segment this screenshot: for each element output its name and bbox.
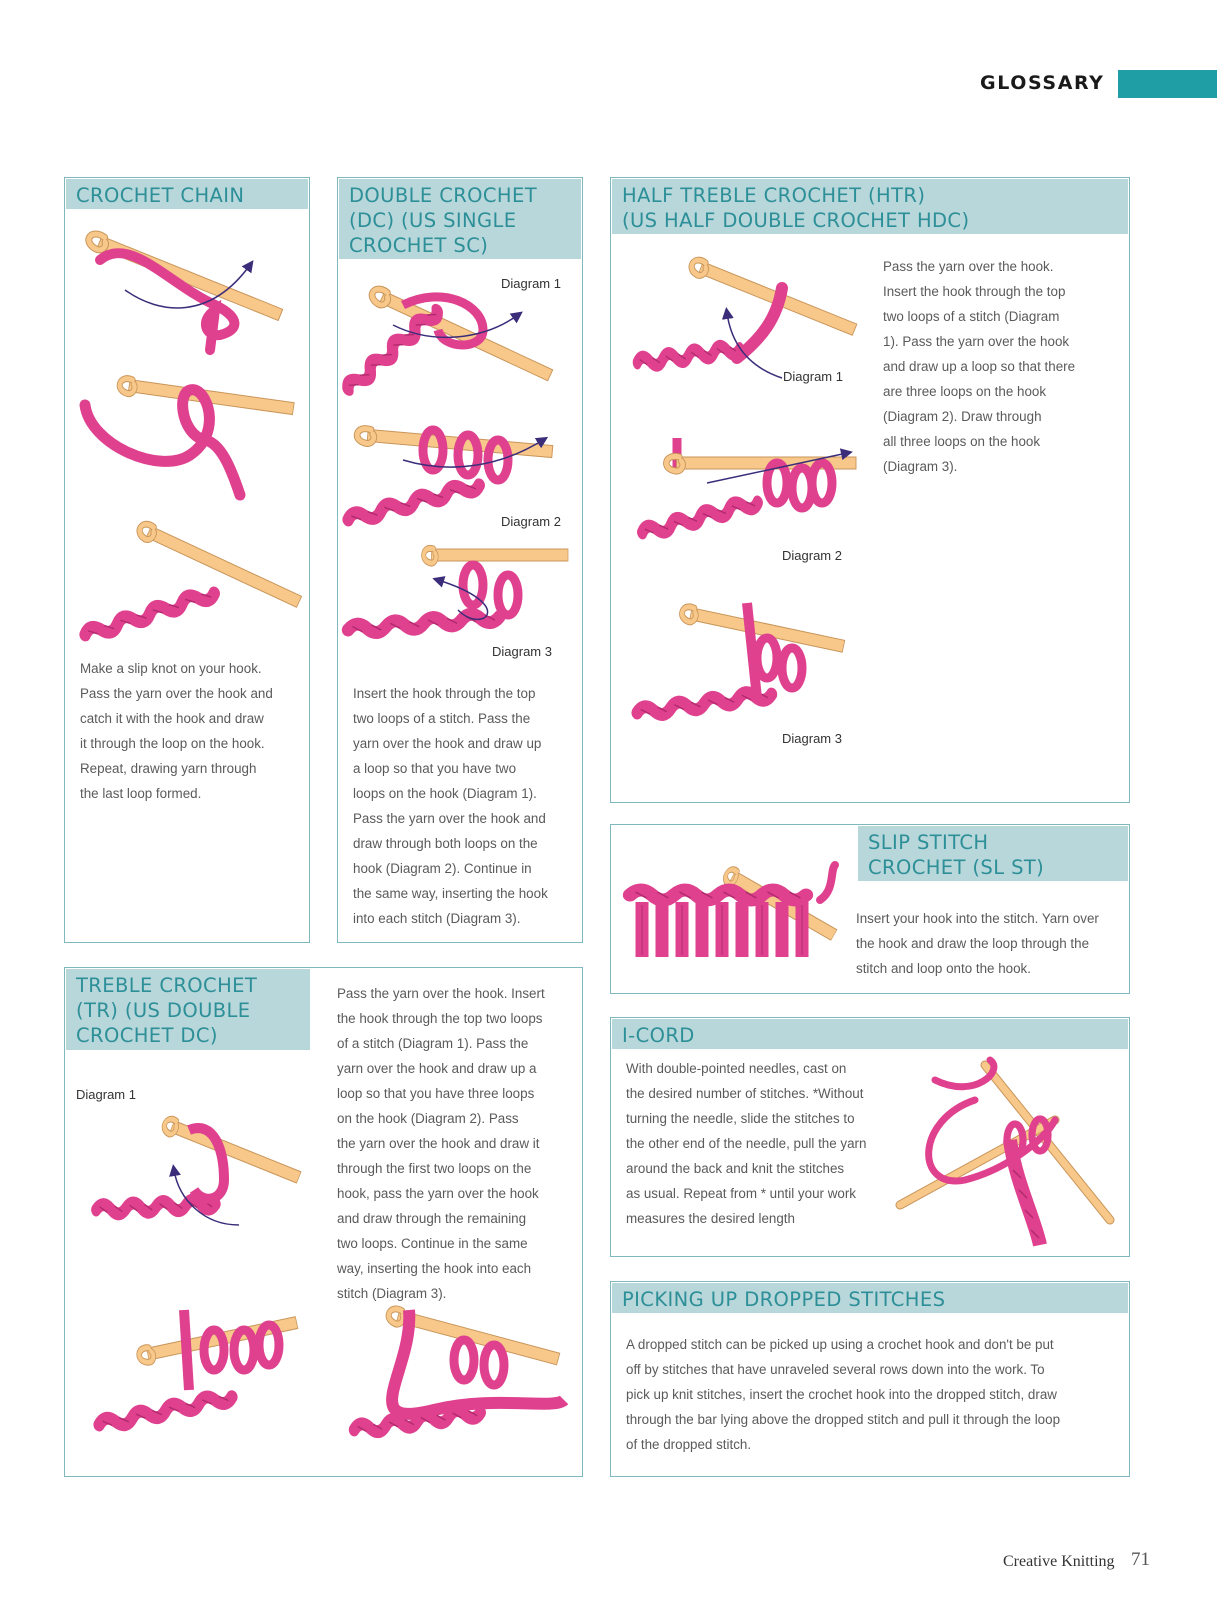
slip-stitch-text: Insert your hook into the stitch. Yarn over the hook and draw the loop through the stitch and loop onto the hook. [856, 911, 1099, 976]
diagram-label: Diagram 1 [783, 369, 843, 384]
half-treble-illustration [632, 258, 862, 728]
section-label: GLOSSARY [980, 72, 1105, 94]
crochet-chain-illustration [80, 225, 290, 640]
diagram-label: Diagram 1 [76, 1087, 136, 1102]
page-number: 71 [1131, 1549, 1150, 1570]
diagram-label: Diagram 3 [782, 731, 842, 746]
double-crochet-illustration [343, 285, 568, 640]
dropped-stitches-title: PICKING UP DROPPED STITCHES [612, 1283, 1128, 1313]
treble-crochet-title: TREBLE CROCHET (TR) (US DOUBLE CROCHET DC) [66, 969, 310, 1050]
half-treble-title: HALF TREBLE CROCHET (HTR) (US HALF DOUBLE CROCHET HDC) [612, 179, 1128, 234]
i-cord-illustration [895, 1060, 1125, 1250]
diagram-label: Diagram 1 [501, 276, 561, 291]
slip-stitch-title: SLIP STITCH CROCHET (SL ST) [858, 826, 1128, 881]
diagram-label: Diagram 3 [492, 644, 552, 659]
section-accent-bar [1118, 70, 1217, 98]
crochet-chain-text: Make a slip knot on your hook. Pass the yarn over the hook and catch it with the hook and draw it through the loop on the hook. Repeat, drawing yarn through the last loop formed. [80, 661, 273, 801]
diagram-label: Diagram 2 [782, 548, 842, 563]
half-treble-text: Pass the yarn over the hook. Insert the hook through the top two loops of a stitch (Diagram 1). Pass the yarn over the hook and draw up a loop so that there are three loops on the hook (Diagram 2). Draw through all three loops on the hook (Diagram 3). [883, 259, 1076, 474]
diagram-label: Diagram 2 [501, 514, 561, 529]
double-crochet-title: DOUBLE CROCHET (DC) (US SINGLE CROCHET SC) [339, 179, 581, 259]
i-cord-text: With double-pointed needles, cast on the desired number of stitches. *Without turning the needle, slide the stitches to the other end of the needle, pull the yarn around the back and knit the stitches as usual. Repeat from * until your work measures the desired length [626, 1061, 867, 1226]
slip-stitch-illustration [620, 840, 850, 975]
treble-crochet-text: Pass the yarn over the hook. Insert the hook through the top two loops of a stitch (Diagram 1). Pass the yarn over the hook and draw up a loop so that you have three loops on the hook (Diagram 2). Pass the yarn over the hook and draw it through the first two loops on the hook, pass the yarn over the hook and draw through the remaining two loops. Continue in the same way, inserting the hook into each stitch (Diagram 3). [337, 986, 545, 1301]
dropped-stitches-text: A dropped stitch can be picked up using a crochet hook and don't be put off by stitches that have unraveled several rows down into the work. To pick up knit stitches, insert the crochet hook into the dropped stitch, draw through the bar lying above the dropped stitch and pull it through the loop of the dropped stitch. [626, 1337, 1061, 1452]
i-cord-title: I-CORD [612, 1019, 1128, 1049]
crochet-chain-title: CROCHET CHAIN [66, 179, 308, 209]
double-crochet-text: Insert the hook through the top two loops of a stitch. Pass the yarn over the hook and draw up a loop so that you have two loops on the hook (Diagram 1). Pass the yarn over the hook and draw through both loops on the hook (Diagram 2). Continue in the same way, inserting the hook into each stitch (Diagram 3). [353, 686, 548, 926]
publication-name: Creative Knitting [1003, 1553, 1115, 1570]
